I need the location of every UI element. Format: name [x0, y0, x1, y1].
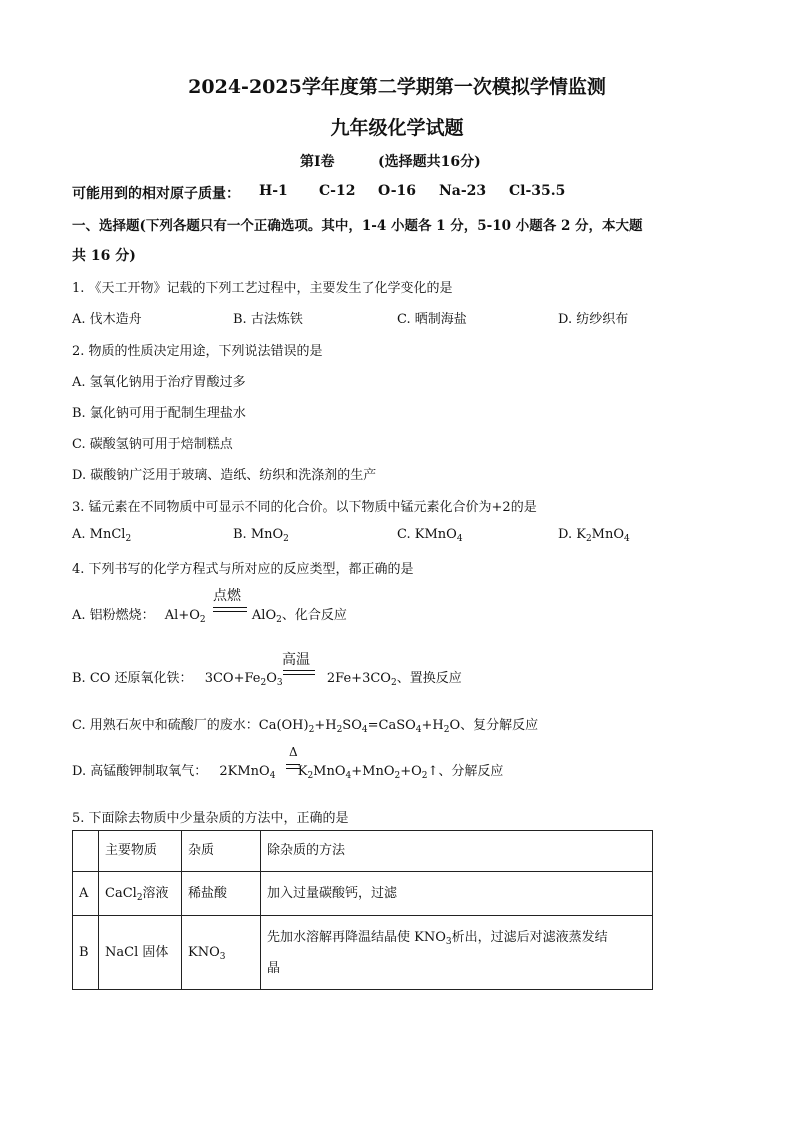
- part1-heading-line1: 一、选择题(下列各题只有一个正确选项。其中，1-4 小题各 1 分，5-10 小题各 2 分，本大题: [72, 218, 643, 234]
- q5-header-main: 主要物质: [99, 831, 182, 872]
- q2-option-c: C. 碳酸氢钠可用于焙制糕点: [72, 437, 233, 452]
- q4-d-heat-condition: Δ: [289, 745, 298, 759]
- section-note: (选择题共16分): [378, 154, 481, 170]
- q5-table: [72, 830, 653, 990]
- q3-option-a: A. MnCl$_2$: [72, 527, 132, 544]
- q5-table-header-row: [73, 831, 653, 872]
- q4-d-equals-sign: [286, 764, 300, 769]
- q4-a-condition: 点燃: [213, 588, 241, 604]
- q4-stem: 4. 下列书写的化学方程式与所对应的反应类型，都正确的是: [72, 562, 414, 577]
- q4-option-d: D. 高锰酸钾制取氧气： 2KMnO$_4$ $K_2MnO_4+MnO_2+O_2↑$、分解反应: [72, 764, 504, 781]
- q5-header-method: 除杂质的方法: [261, 831, 653, 872]
- q1-option-d: D. 纺纱织布: [558, 312, 629, 327]
- q4-option-b: B. CO 还原氧化铁： $3CO+Fe_2O_3$ $2Fe+3CO_2$、置换反应: [72, 671, 462, 688]
- atomic-mass-c: C-12: [319, 183, 356, 199]
- q3-option-d: D. $K_2MnO_4$: [558, 527, 630, 544]
- q2-stem: 2. 物质的性质决定用途，下列说法错误的是: [72, 344, 323, 359]
- q5-row-b-key: B: [73, 916, 99, 990]
- q4-option-c: C. 用熟石灰中和硫酸厂的废水：$Ca(OH)_2+H_2SO_4=CaSO_4+H_2O$、复分解反应: [72, 718, 539, 735]
- atomic-mass-label: 可能用到的相对原子质量：: [72, 186, 240, 202]
- q5-row-b-impurity: $KNO_3$: [182, 916, 261, 990]
- q5-row-a-method: 加入过量碳酸钙，过滤: [261, 872, 653, 916]
- q5-row-a-key: A: [73, 872, 99, 916]
- q5-row-a: [73, 872, 653, 916]
- q2-option-a: A. 氢氧化钠用于治疗胃酸过多: [72, 375, 246, 390]
- q1-option-c: C. 晒制海盐: [397, 312, 467, 327]
- q4-option-a: A. 铝粉燃烧： $Al+O_2$ AlO$_2$、化合反应: [72, 608, 347, 625]
- section-label: 第I卷: [300, 154, 335, 170]
- q5-row-b-method: 先加水溶解再降温结晶使 $KNO_3$析出，过滤后对滤液蒸发结 晶: [261, 916, 653, 990]
- q2-option-b: B. 氯化钠可用于配制生理盐水: [72, 406, 246, 421]
- atomic-mass-o: O-16: [378, 183, 417, 199]
- atomic-mass-h: H-1: [259, 183, 288, 199]
- q2-option-d: D. 碳酸钠广泛用于玻璃、造纸、纺织和洗涤剂的生产: [72, 468, 377, 483]
- q5-stem: 5. 下面除去物质中少量杂质的方法中，正确的是: [72, 811, 349, 826]
- q5-header-blank: [73, 831, 99, 872]
- exam-subtitle: 九年级化学试题: [330, 117, 464, 139]
- q5-header-impurity: 杂质: [182, 831, 261, 872]
- q1-stem: 1. 《天工开物》记载的下列工艺过程中，主要发生了化学变化的是: [72, 281, 453, 296]
- q5-row-a-main: CaCl$_2$溶液: [99, 872, 182, 916]
- q3-option-b: B. MnO$_2$: [233, 527, 289, 544]
- atomic-mass-cl: Cl-35.5: [509, 183, 566, 199]
- q5-row-b: [73, 916, 653, 990]
- exam-title: 2024-2025学年度第二学期第一次模拟学情监测: [188, 76, 606, 98]
- atomic-mass-na: Na-23: [439, 183, 487, 199]
- q4-b-equals-sign: [283, 670, 315, 675]
- q3-option-c: C. KMnO$_4$: [397, 527, 463, 544]
- q3-stem: 3. 锰元素在不同物质中可显示不同的化合价。以下物质中锰元素化合价为+2的是: [72, 500, 537, 515]
- part1-heading-line2: 共 16 分): [72, 248, 136, 264]
- q5-row-a-impurity: 稀盐酸: [182, 872, 261, 916]
- q5-row-b-main: NaCl 固体: [99, 916, 182, 990]
- q4-a-equals-sign: [213, 607, 247, 612]
- q1-option-a: A. 伐木造舟: [72, 312, 142, 327]
- q1-option-b: B. 古法炼铁: [233, 312, 303, 327]
- q4-b-condition: 高温: [282, 652, 310, 668]
